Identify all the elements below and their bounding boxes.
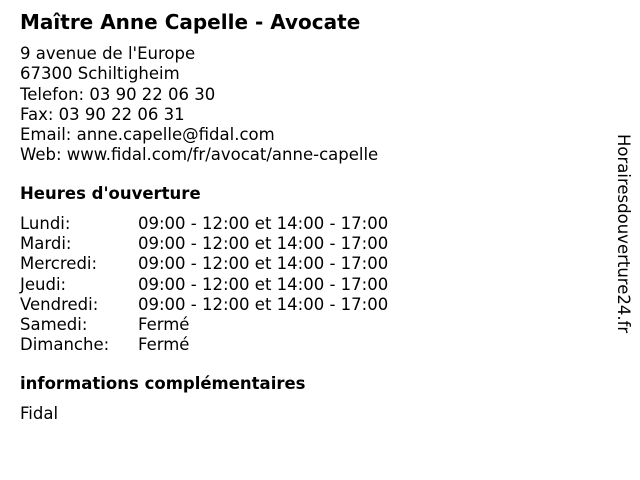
- hours-heading: Heures d'ouverture: [20, 184, 201, 203]
- additional-info-text: Fidal: [20, 404, 59, 423]
- address-city: 67300 Schiltigheim: [20, 64, 180, 84]
- phone-number: Telefon: 03 90 22 06 30: [20, 84, 216, 104]
- day-label: Lundi:: [20, 214, 71, 233]
- time-value: 09:00 - 12:00 et 14:00 - 17:00: [138, 294, 389, 314]
- page-title: Maître Anne Capelle - Avocate: [20, 10, 361, 34]
- day-label: Vendredi:: [20, 294, 99, 314]
- website-url: Web: www.fidal.com/fr/avocat/anne-capelle: [20, 145, 379, 165]
- email-address: Email: anne.capelle@fidal.com: [20, 125, 275, 145]
- day-label: Dimanche:: [20, 335, 110, 355]
- address-street: 9 avenue de l'Europe: [20, 44, 196, 63]
- time-value: Fermé: [138, 314, 190, 334]
- fax-number: Fax: 03 90 22 06 31: [20, 104, 185, 124]
- day-label: Samedi:: [20, 314, 88, 334]
- day-label: Mercredi:: [20, 254, 98, 274]
- time-value: 09:00 - 12:00 et 14:00 - 17:00: [138, 214, 389, 233]
- watermark-text: Horairesdouverture24.fr: [614, 134, 633, 334]
- day-label: Jeudi:: [20, 274, 67, 294]
- contact-block: [20, 44, 378, 166]
- time-value: 09:00 - 12:00 et 14:00 - 17:00: [138, 254, 389, 274]
- additional-info-heading: informations complémentaires: [20, 374, 306, 393]
- time-value: Fermé: [138, 335, 190, 355]
- day-label: Mardi:: [20, 234, 72, 254]
- time-value: 09:00 - 12:00 et 14:00 - 17:00: [138, 234, 389, 254]
- time-value: 09:00 - 12:00 et 14:00 - 17:00: [138, 274, 389, 294]
- watermark: [613, 134, 633, 370]
